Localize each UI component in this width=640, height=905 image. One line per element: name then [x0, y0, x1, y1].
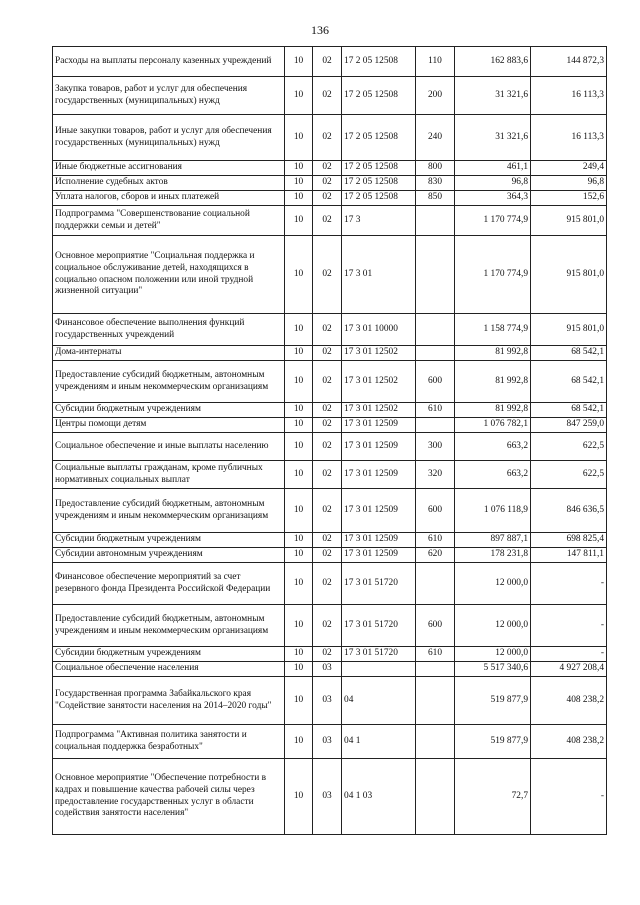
row-name: Субсидии бюджетным учреждениям [53, 533, 285, 548]
amount-approved: 897 887,1 [455, 533, 531, 548]
row-name: Иные бюджетные ассигнования [53, 161, 285, 176]
expense-type-code: 200 [416, 77, 455, 115]
amount-executed: - [531, 647, 607, 662]
target-article-code: 17 3 01 51720 [342, 647, 416, 662]
table-row [53, 77, 607, 115]
table-row [53, 647, 607, 662]
section-code: 10 [285, 361, 313, 403]
section-code: 10 [285, 191, 313, 206]
subsection-code: 02 [313, 548, 342, 563]
section-code: 10 [285, 236, 313, 314]
amount-approved: 1 170 774,9 [455, 236, 531, 314]
amount-approved: 663,2 [455, 433, 531, 461]
section-code: 10 [285, 662, 313, 677]
subsection-code: 02 [313, 115, 342, 161]
expense-type-code [416, 662, 455, 677]
subsection-code: 02 [313, 361, 342, 403]
target-article-code: 17 2 05 12508 [342, 161, 416, 176]
table-row [53, 47, 607, 77]
subsection-code: 02 [313, 77, 342, 115]
amount-executed: 16 113,3 [531, 77, 607, 115]
amount-executed: 68 542,1 [531, 346, 607, 361]
row-name: Основное мероприятие "Обеспечение потребности в кадрах и повышение качества рабочей силы через предоставление государственных услуг в области содействия занятости населения" [53, 759, 285, 835]
amount-approved: 461,1 [455, 161, 531, 176]
amount-approved: 663,2 [455, 461, 531, 489]
subsection-code: 02 [313, 563, 342, 605]
expense-type-code [416, 418, 455, 433]
target-article-code: 04 [342, 677, 416, 725]
table-row [53, 433, 607, 461]
row-name: Субсидии бюджетным учреждениям [53, 403, 285, 418]
expense-type-code: 610 [416, 403, 455, 418]
row-name: Иные закупки товаров, работ и услуг для обеспечения государственных (муниципальных) нужд [53, 115, 285, 161]
expense-type-code: 600 [416, 605, 455, 647]
amount-executed: 622,5 [531, 433, 607, 461]
budget-table [52, 46, 607, 835]
target-article-code: 17 3 01 12502 [342, 361, 416, 403]
table-row [53, 563, 607, 605]
amount-approved: 12 000,0 [455, 647, 531, 662]
expense-type-code: 110 [416, 47, 455, 77]
expense-type-code: 610 [416, 533, 455, 548]
expense-type-code: 600 [416, 361, 455, 403]
table-row [53, 533, 607, 548]
amount-approved: 178 231,8 [455, 548, 531, 563]
amount-executed: - [531, 759, 607, 835]
amount-executed: 847 259,0 [531, 418, 607, 433]
subsection-code: 03 [313, 677, 342, 725]
target-article-code: 17 3 01 12509 [342, 548, 416, 563]
subsection-code: 02 [313, 418, 342, 433]
table-row [53, 662, 607, 677]
table-row [53, 161, 607, 176]
subsection-code: 02 [313, 47, 342, 77]
amount-approved: 12 000,0 [455, 605, 531, 647]
section-code: 10 [285, 489, 313, 533]
table-row [53, 677, 607, 725]
subsection-code: 02 [313, 533, 342, 548]
amount-approved: 1 170 774,9 [455, 206, 531, 236]
target-article-code: 17 3 01 10000 [342, 314, 416, 346]
section-code: 10 [285, 161, 313, 176]
amount-approved: 81 992,8 [455, 346, 531, 361]
amount-approved: 519 877,9 [455, 725, 531, 759]
section-code: 10 [285, 725, 313, 759]
target-article-code: 17 3 01 12502 [342, 403, 416, 418]
amount-executed: 915 801,0 [531, 236, 607, 314]
section-code: 10 [285, 563, 313, 605]
table-row [53, 176, 607, 191]
amount-approved: 364,3 [455, 191, 531, 206]
target-article-code: 17 3 01 12509 [342, 418, 416, 433]
table-row [53, 725, 607, 759]
row-name: Субсидии бюджетным учреждениям [53, 647, 285, 662]
amount-approved: 81 992,8 [455, 403, 531, 418]
table-row [53, 759, 607, 835]
target-article-code: 04 1 03 [342, 759, 416, 835]
subsection-code: 02 [313, 433, 342, 461]
row-name: Финансовое обеспечение мероприятий за счет резервного фонда Президента Российской Федерации [53, 563, 285, 605]
expense-type-code: 240 [416, 115, 455, 161]
row-name: Подпрограмма "Активная политика занятости и социальная поддержка безработных" [53, 725, 285, 759]
row-name: Социальные выплаты гражданам, кроме публичных нормативных социальных выплат [53, 461, 285, 489]
subsection-code: 02 [313, 314, 342, 346]
amount-executed: 915 801,0 [531, 206, 607, 236]
section-code: 10 [285, 418, 313, 433]
amount-approved: 81 992,8 [455, 361, 531, 403]
section-code: 10 [285, 47, 313, 77]
subsection-code: 03 [313, 662, 342, 677]
row-name: Дома-интернаты [53, 346, 285, 361]
subsection-code: 03 [313, 725, 342, 759]
target-article-code: 17 3 01 51720 [342, 563, 416, 605]
expense-type-code [416, 206, 455, 236]
subsection-code: 02 [313, 176, 342, 191]
subsection-code: 02 [313, 346, 342, 361]
target-article-code: 17 3 01 12502 [342, 346, 416, 361]
table-row [53, 461, 607, 489]
expense-type-code [416, 725, 455, 759]
row-name: Закупка товаров, работ и услуг для обеспечения государственных (муниципальных) нужд [53, 77, 285, 115]
section-code: 10 [285, 433, 313, 461]
section-code: 10 [285, 533, 313, 548]
amount-approved: 31 321,6 [455, 115, 531, 161]
section-code: 10 [285, 346, 313, 361]
table-row [53, 361, 607, 403]
expense-type-code: 850 [416, 191, 455, 206]
section-code: 10 [285, 548, 313, 563]
amount-executed: 249,4 [531, 161, 607, 176]
amount-approved: 72,7 [455, 759, 531, 835]
subsection-code: 02 [313, 489, 342, 533]
amount-executed: 147 811,1 [531, 548, 607, 563]
subsection-code: 02 [313, 236, 342, 314]
amount-approved: 5 517 340,6 [455, 662, 531, 677]
expense-type-code [416, 236, 455, 314]
amount-approved: 31 321,6 [455, 77, 531, 115]
expense-type-code: 830 [416, 176, 455, 191]
table-row [53, 403, 607, 418]
expense-type-code: 620 [416, 548, 455, 563]
expense-type-code [416, 314, 455, 346]
amount-executed: 698 825,4 [531, 533, 607, 548]
section-code: 10 [285, 176, 313, 191]
subsection-code: 02 [313, 403, 342, 418]
target-article-code: 17 3 01 12509 [342, 433, 416, 461]
target-article-code: 17 2 05 12508 [342, 191, 416, 206]
amount-approved: 96,8 [455, 176, 531, 191]
amount-executed: 915 801,0 [531, 314, 607, 346]
amount-executed: 68 542,1 [531, 403, 607, 418]
amount-approved: 1 158 774,9 [455, 314, 531, 346]
amount-executed: - [531, 563, 607, 605]
section-code: 10 [285, 314, 313, 346]
table-row [53, 314, 607, 346]
page-number: 136 [311, 23, 329, 37]
amount-approved: 1 076 782,1 [455, 418, 531, 433]
expense-type-code [416, 346, 455, 361]
section-code: 10 [285, 759, 313, 835]
subsection-code: 03 [313, 759, 342, 835]
expense-type-code: 800 [416, 161, 455, 176]
table-row [53, 548, 607, 563]
target-article-code: 17 3 01 12509 [342, 489, 416, 533]
row-name: Финансовое обеспечение выполнения функций государственных учреждений [53, 314, 285, 346]
expense-type-code: 600 [416, 489, 455, 533]
row-name: Предоставление субсидий бюджетным, автономным учреждениям и иным некоммерческим организациям [53, 361, 285, 403]
subsection-code: 02 [313, 161, 342, 176]
expense-type-code [416, 677, 455, 725]
amount-executed: 152,6 [531, 191, 607, 206]
row-name: Основное мероприятие "Социальная поддержка и социальное обслуживание детей, находящихся в социально опасном положении или иной трудной жизненной ситуации" [53, 236, 285, 314]
subsection-code: 02 [313, 206, 342, 236]
row-name: Субсидии автономным учреждениям [53, 548, 285, 563]
table-row [53, 191, 607, 206]
amount-executed: 846 636,5 [531, 489, 607, 533]
table-row [53, 489, 607, 533]
target-article-code: 17 3 01 12509 [342, 533, 416, 548]
target-article-code: 04 1 [342, 725, 416, 759]
row-name: Социальное обеспечение населения [53, 662, 285, 677]
target-article-code: 17 2 05 12508 [342, 47, 416, 77]
table-row [53, 605, 607, 647]
amount-approved: 12 000,0 [455, 563, 531, 605]
section-code: 10 [285, 647, 313, 662]
section-code: 10 [285, 605, 313, 647]
amount-approved: 162 883,6 [455, 47, 531, 77]
target-article-code: 17 3 [342, 206, 416, 236]
row-name: Государственная программа Забайкальского края "Содействие занятости населения на 2014–2020 годы" [53, 677, 285, 725]
expense-type-code [416, 563, 455, 605]
section-code: 10 [285, 206, 313, 236]
row-name: Предоставление субсидий бюджетным, автономным учреждениям и иным некоммерческим организациям [53, 489, 285, 533]
row-name: Предоставление субсидий бюджетным, автономным учреждениям и иным некоммерческим организациям [53, 605, 285, 647]
amount-executed: 4 927 208,4 [531, 662, 607, 677]
amount-executed: 408 238,2 [531, 677, 607, 725]
section-code: 10 [285, 403, 313, 418]
amount-approved: 519 877,9 [455, 677, 531, 725]
target-article-code [342, 662, 416, 677]
table-row [53, 206, 607, 236]
row-name: Подпрограмма "Совершенствование социальной поддержки семьи и детей" [53, 206, 285, 236]
row-name: Уплата налогов, сборов и иных платежей [53, 191, 285, 206]
target-article-code: 17 2 05 12508 [342, 115, 416, 161]
section-code: 10 [285, 77, 313, 115]
section-code: 10 [285, 115, 313, 161]
row-name: Исполнение судебных актов [53, 176, 285, 191]
subsection-code: 02 [313, 647, 342, 662]
amount-executed: - [531, 605, 607, 647]
subsection-code: 02 [313, 605, 342, 647]
target-article-code: 17 3 01 12509 [342, 461, 416, 489]
amount-executed: 144 872,3 [531, 47, 607, 77]
row-name: Социальное обеспечение и иные выплаты населению [53, 433, 285, 461]
target-article-code: 17 3 01 51720 [342, 605, 416, 647]
expense-type-code: 320 [416, 461, 455, 489]
amount-executed: 408 238,2 [531, 725, 607, 759]
budget-table-body [53, 47, 607, 835]
expense-type-code: 610 [416, 647, 455, 662]
subsection-code: 02 [313, 461, 342, 489]
section-code: 10 [285, 677, 313, 725]
row-name: Центры помощи детям [53, 418, 285, 433]
expense-type-code [416, 759, 455, 835]
amount-executed: 96,8 [531, 176, 607, 191]
amount-approved: 1 076 118,9 [455, 489, 531, 533]
table-row [53, 115, 607, 161]
expense-type-code: 300 [416, 433, 455, 461]
table-row [53, 346, 607, 361]
amount-executed: 16 113,3 [531, 115, 607, 161]
amount-executed: 68 542,1 [531, 361, 607, 403]
table-row [53, 236, 607, 314]
target-article-code: 17 3 01 [342, 236, 416, 314]
target-article-code: 17 2 05 12508 [342, 77, 416, 115]
amount-executed: 622,5 [531, 461, 607, 489]
subsection-code: 02 [313, 191, 342, 206]
target-article-code: 17 2 05 12508 [342, 176, 416, 191]
table-row [53, 418, 607, 433]
section-code: 10 [285, 461, 313, 489]
row-name: Расходы на выплаты персоналу казенных учреждений [53, 47, 285, 77]
